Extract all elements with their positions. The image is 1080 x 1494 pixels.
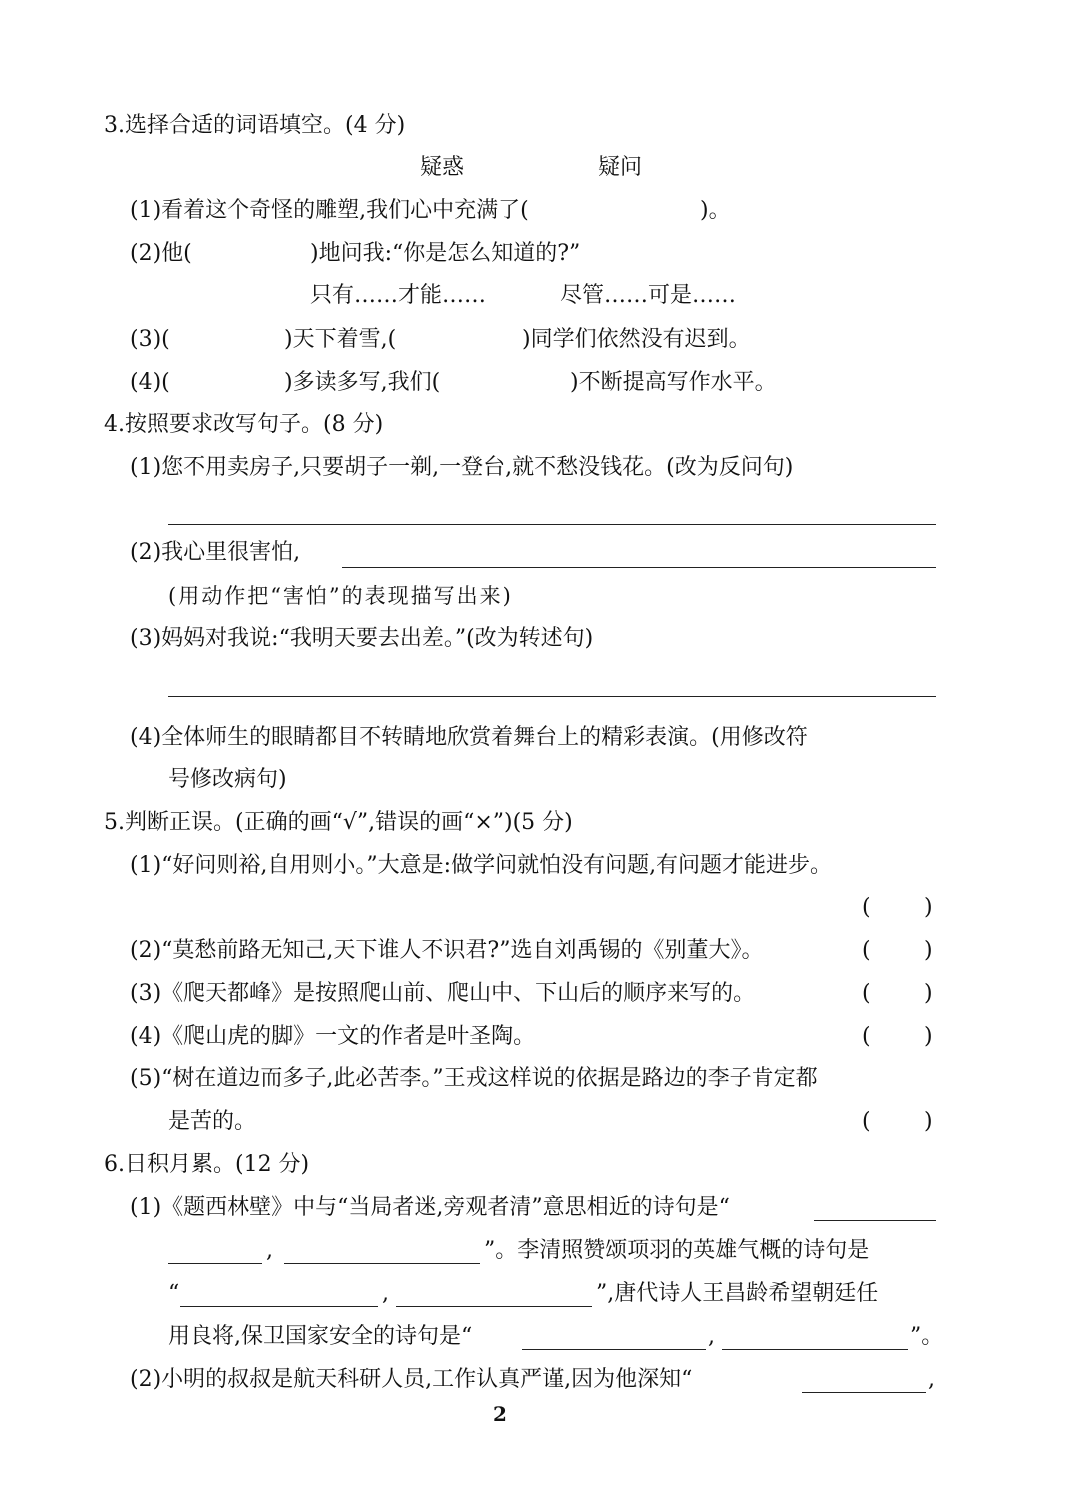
q6-title-text: 6.日积月累。(12 分) [104,1152,310,1177]
q4-answer-line-1[interactable] [168,524,936,525]
q6-line-1 [0,1188,1080,1228]
q5-s3-text: (3)《爬天都峰》是按照爬山前、爬山中、下山后的顺序来写的。 [130,981,756,1006]
q6-l3-open: “ [168,1281,180,1306]
q6-l1-text: (1)《题西林壁》中与“当局者迷,旁观者清”意思相近的诗句是“ [130,1195,730,1220]
q6-blank-8[interactable] [802,1392,926,1393]
q4-sentence-1 [0,448,1080,488]
q5-s1-text: (1)“好问则裕,自用则小。”大意是:做学问就怕没有问题,有问题才能进步。 [130,853,833,878]
q6-blank-1[interactable] [814,1220,936,1221]
q3-sentence-2 [0,234,1080,274]
q4-title-text: 4.按照要求改写句子。(8 分) [104,412,384,437]
answer-paren-open[interactable]: ( [862,981,871,1006]
q3-s4-a: (4)( [130,370,170,395]
answer-paren-open[interactable]: ( [862,1024,871,1049]
q3-sentence-1 [0,191,1080,231]
q4-s4-text-b: 号修改病句) [168,767,287,792]
answer-paren-close: ) [924,938,933,963]
q5-s4-text: (4)《爬山虎的脚》一文的作者是叶圣陶。 [130,1024,536,1049]
q6-l3-comma: , [382,1281,389,1306]
q6-l5-text: (2)小明的叔叔是航天科研人员,工作认真严谨,因为他深知“ [130,1367,693,1392]
q3-title [0,106,1080,146]
q6-l3-tail: ”,唐代诗人王昌龄希望朝廷任 [596,1281,879,1306]
q3-s3-a: (3)( [130,327,170,352]
q6-title [0,1145,1080,1185]
q3-options-2 [0,276,1080,316]
answer-paren-open: ( [862,895,871,920]
q6-l4-comma: , [708,1324,715,1349]
q5-item-3 [0,974,1080,1014]
q5-s2-text: (2)“莫愁前路无知己,天下谁人不识君?”选自刘禹锡的《别董大》。 [130,938,764,963]
page-number: 2 [493,1402,507,1426]
answer-paren-close: ) [924,981,933,1006]
q5-s5-text-a: (5)“树在道边而多子,此必苦李。”王戎这样说的依据是路边的李子肯定都 [130,1066,818,1091]
q3-options-1 [0,148,1080,188]
answer-paren-open[interactable]: ( [862,938,871,963]
q3-s1-b: )。 [700,198,731,223]
answer-paren-close: ) [924,1024,933,1049]
q6-blank-7[interactable] [722,1349,908,1350]
q5-item-1 [0,846,1080,886]
q5-item-4 [0,1017,1080,1057]
q5-title-text: 5.判断正误。(正确的画“√”,错误的画“×”)(5 分) [104,810,573,835]
q3-s3-c: )同学们依然没有迟到。 [522,327,751,352]
q6-l2-tail: ”。李清照赞颂项羽的英雄气概的诗句是 [484,1238,870,1263]
q5-title [0,803,1080,843]
answer-paren-close: ) [924,1109,933,1134]
q4-s2-text: (2)我心里很害怕, [130,540,301,565]
q6-l2-comma: , [266,1238,273,1263]
q4-sentence-2-note [0,576,1080,616]
q6-line-4 [0,1317,1080,1357]
q3-s1-a: (1)看着这个奇怪的雕塑,我们心中充满了( [130,198,529,223]
option-jinguan: 尽管……可是…… [560,283,737,308]
q5-s5-text-b: 是苦的。 [168,1109,257,1134]
q6-line-5 [0,1360,1080,1400]
q6-line-2 [0,1231,1080,1271]
q4-answer-line-3[interactable] [168,696,936,697]
answer-paren-open[interactable]: ( [862,1109,871,1134]
q6-line-3 [0,1274,1080,1314]
q4-s3-text: (3)妈妈对我说:“我明天要去出差。”(改为转述句) [130,626,594,651]
q5-item-5 [0,1059,1080,1099]
q6-blank-2[interactable] [168,1263,262,1264]
q6-blank-3[interactable] [284,1263,480,1264]
q5-item-1-answer[interactable] [0,888,1080,928]
q4-sentence-4 [0,718,1080,758]
q3-s2-a: (2)他( [130,241,192,266]
q6-l5-comma: , [928,1367,935,1392]
q4-s1-text: (1)您不用卖房子,只要胡子一剃,一登台,就不愁没钱花。(改为反问句) [130,455,794,480]
q3-s2-b: )地问我:“你是怎么知道的?” [310,241,581,266]
q4-title [0,405,1080,445]
q6-blank-6[interactable] [522,1349,706,1350]
q3-sentence-3 [0,320,1080,360]
q5-item-5-cont [0,1102,1080,1142]
q6-blank-4[interactable] [180,1306,378,1307]
q3-title-text: 3.选择合适的词语填空。(4 分) [104,113,406,138]
q3-s4-b: )多读多写,我们( [284,370,441,395]
q3-sentence-4 [0,363,1080,403]
q5-item-2 [0,931,1080,971]
q4-sentence-4-cont [0,760,1080,800]
q6-blank-5[interactable] [396,1306,592,1307]
option-yihuo: 疑惑 [420,155,465,180]
q4-s2-note: (用动作把“害怕”的表现描写出来) [168,584,513,608]
q3-s3-b: )天下着雪,( [284,327,397,352]
q4-sentence-3 [0,619,1080,659]
option-zhiyou: 只有……才能…… [310,283,487,308]
option-yiwen: 疑问 [598,155,643,180]
q3-s4-c: )不断提高写作水平。 [570,370,777,395]
q6-l4-head: 用良将,保卫国家安全的诗句是“ [168,1324,473,1349]
answer-paren-close: ) [924,895,933,920]
q4-s4-text-a: (4)全体师生的眼睛都目不转睛地欣赏着舞台上的精彩表演。(用修改符 [130,725,808,750]
q6-l4-tail: ”。 [910,1324,944,1349]
q4-answer-line-2[interactable] [342,567,936,568]
